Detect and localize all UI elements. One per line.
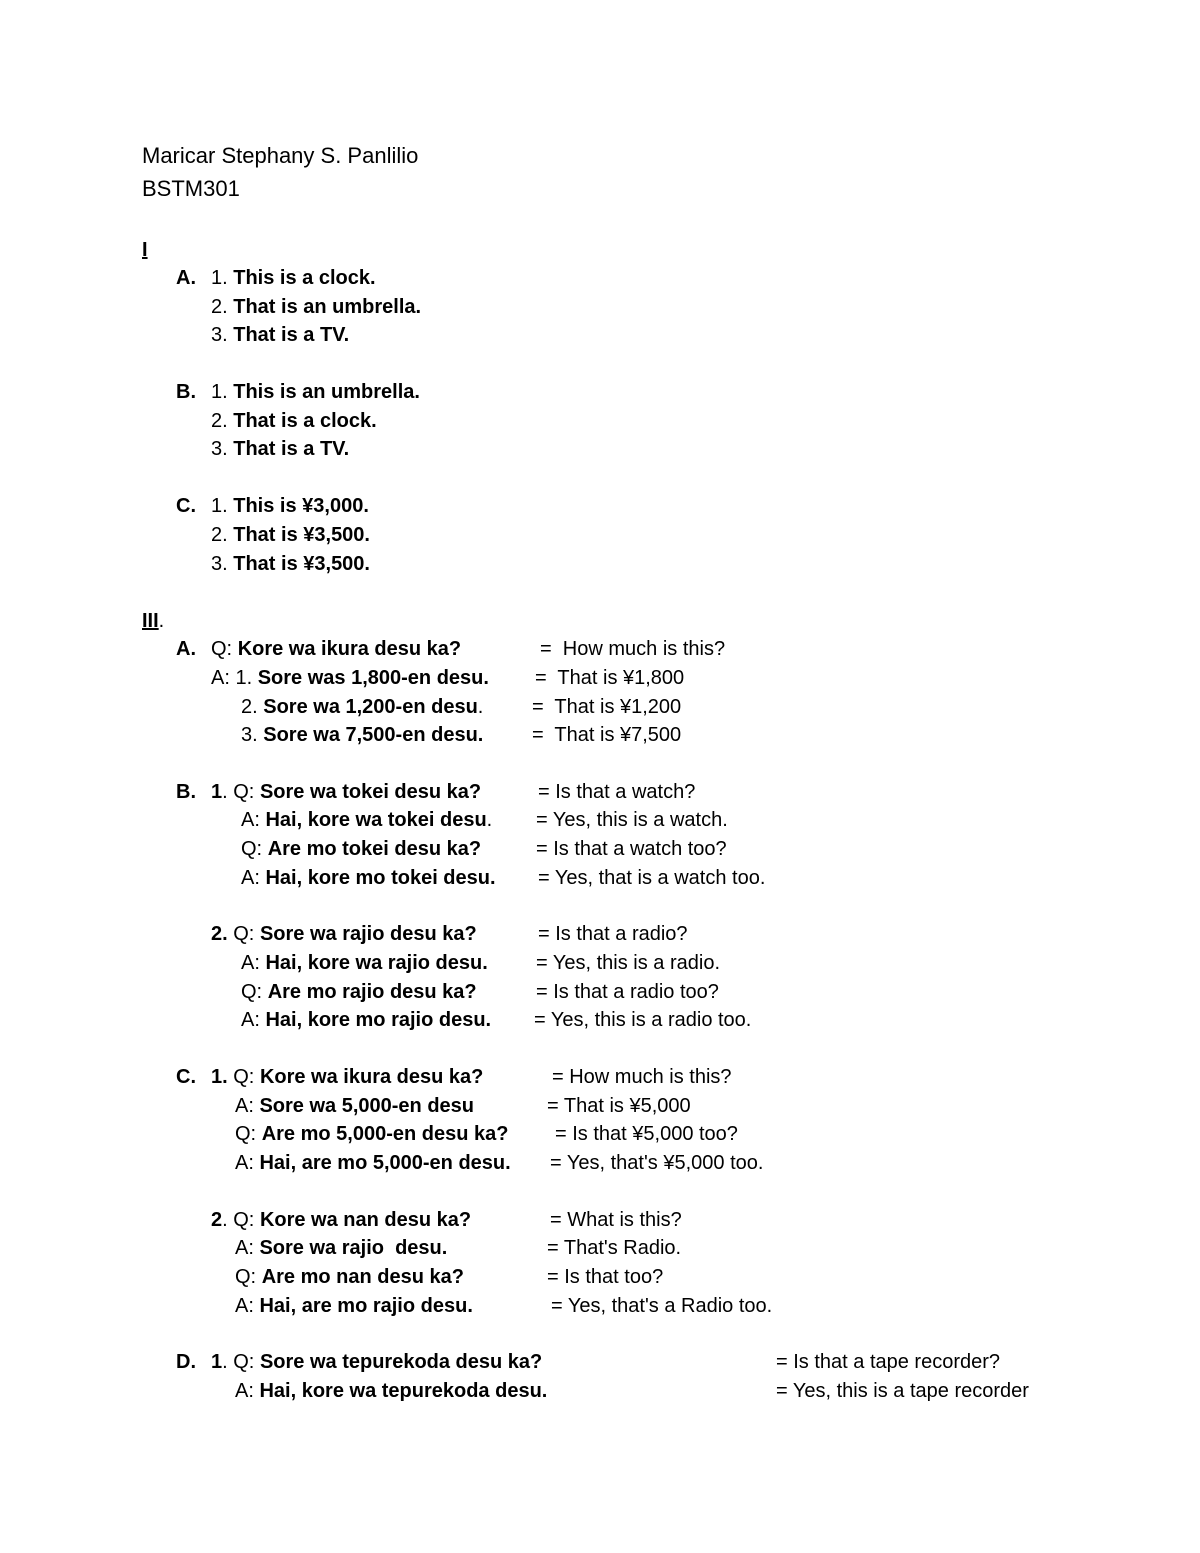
list-item: A: Hai, kore wa tokei desu. — [241, 809, 493, 831]
list-item: 3. That is a TV. — [211, 324, 350, 346]
translation: = Yes, this is a tape recorder — [776, 1380, 1029, 1402]
translation: = Yes, this is a radio. — [536, 952, 721, 974]
translation: = Is that a tape recorder? — [776, 1351, 1001, 1373]
translation: = Is that too? — [547, 1266, 664, 1288]
list-item: 1. Q: Kore wa ikura desu ka? — [211, 1066, 484, 1088]
list-item: 2. Q: Kore wa nan desu ka? — [211, 1209, 472, 1231]
translation: = Yes, that is a watch too. — [538, 867, 766, 889]
section-iii-heading: III. — [142, 610, 165, 632]
translation: = Is that a watch? — [538, 781, 696, 803]
list-item: Q: Are mo 5,000-en desu ka? — [235, 1123, 509, 1145]
student-name: Maricar Stephany S. Panlilio — [142, 143, 419, 168]
list-item: 1. This is ¥3,000. — [211, 495, 369, 517]
list-item: 3. That is a TV. — [211, 438, 350, 460]
list-item: 1. Q: Sore wa tepurekoda desu ka? — [211, 1351, 543, 1373]
list-item: 2. Q: Sore wa rajio desu ka? — [211, 923, 477, 945]
translation: = Is that a watch too? — [536, 838, 727, 860]
list-item: A: Hai, kore mo rajio desu. — [241, 1009, 492, 1031]
list-item: 3. That is ¥3,500. — [211, 553, 370, 575]
list-item: 1. Q: Sore wa tokei desu ka? — [211, 781, 482, 803]
translation: = Is that a radio? — [538, 923, 688, 945]
translation: = Yes, this is a watch. — [536, 809, 728, 831]
translation: = Yes, that's a Radio too. — [551, 1295, 773, 1317]
translation: = How much is this? — [540, 638, 726, 660]
list-item: A: Hai, kore wa tepurekoda desu. — [235, 1380, 548, 1402]
list-item: 2. Sore wa 1,200-en desu. — [241, 696, 484, 718]
translation: = How much is this? — [552, 1066, 732, 1088]
list-item: 3. Sore wa 7,500-en desu. — [241, 724, 484, 746]
list-item: B. — [176, 381, 196, 403]
translation: = What is this? — [550, 1209, 682, 1231]
list-item: 2. That is ¥3,500. — [211, 524, 370, 546]
section-i-heading: I — [142, 239, 148, 261]
list-item: Q: Kore wa ikura desu ka? — [211, 638, 462, 660]
list-item: 2. That is an umbrella. — [211, 296, 422, 318]
list-item: Q: Are mo tokei desu ka? — [241, 838, 482, 860]
list-item: D. — [176, 1351, 196, 1373]
list-item: A: 1. Sore was 1,800-en desu. — [211, 667, 489, 689]
list-item: A: Hai, kore mo tokei desu. — [241, 867, 496, 889]
translation: = That is ¥1,200 — [532, 696, 682, 718]
list-item: A: Sore wa 5,000-en desu — [235, 1095, 475, 1117]
list-item: 1. This is a clock. — [211, 267, 376, 289]
translation: = Yes, that's ¥5,000 too. — [550, 1152, 764, 1174]
list-item: C. — [176, 495, 196, 517]
course-code: BSTM301 — [142, 176, 240, 201]
list-item: A. — [176, 267, 196, 289]
translation: = Is that ¥5,000 too? — [555, 1123, 738, 1145]
list-item: A. — [176, 638, 196, 660]
list-item: A: Hai, are mo rajio desu. — [235, 1295, 473, 1317]
list-item: B. — [176, 781, 196, 803]
translation: = Is that a radio too? — [536, 981, 719, 1003]
translation: = Yes, this is a radio too. — [534, 1009, 752, 1031]
translation: = That is ¥1,800 — [535, 667, 685, 689]
list-item: Q: Are mo rajio desu ka? — [241, 981, 477, 1003]
list-item: A: Hai, are mo 5,000-en desu. — [235, 1152, 511, 1174]
list-item: A: Hai, kore wa rajio desu. — [241, 952, 488, 974]
list-item: Q: Are mo nan desu ka? — [235, 1266, 464, 1288]
translation: = That is ¥5,000 — [547, 1095, 691, 1117]
list-item: C. — [176, 1066, 196, 1088]
list-item: A: Sore wa rajio desu. — [235, 1237, 448, 1259]
translation: = That is ¥7,500 — [532, 724, 682, 746]
translation: = That's Radio. — [547, 1237, 682, 1259]
list-item: 1. This is an umbrella. — [211, 381, 420, 403]
list-item: 2. That is a clock. — [211, 410, 377, 432]
